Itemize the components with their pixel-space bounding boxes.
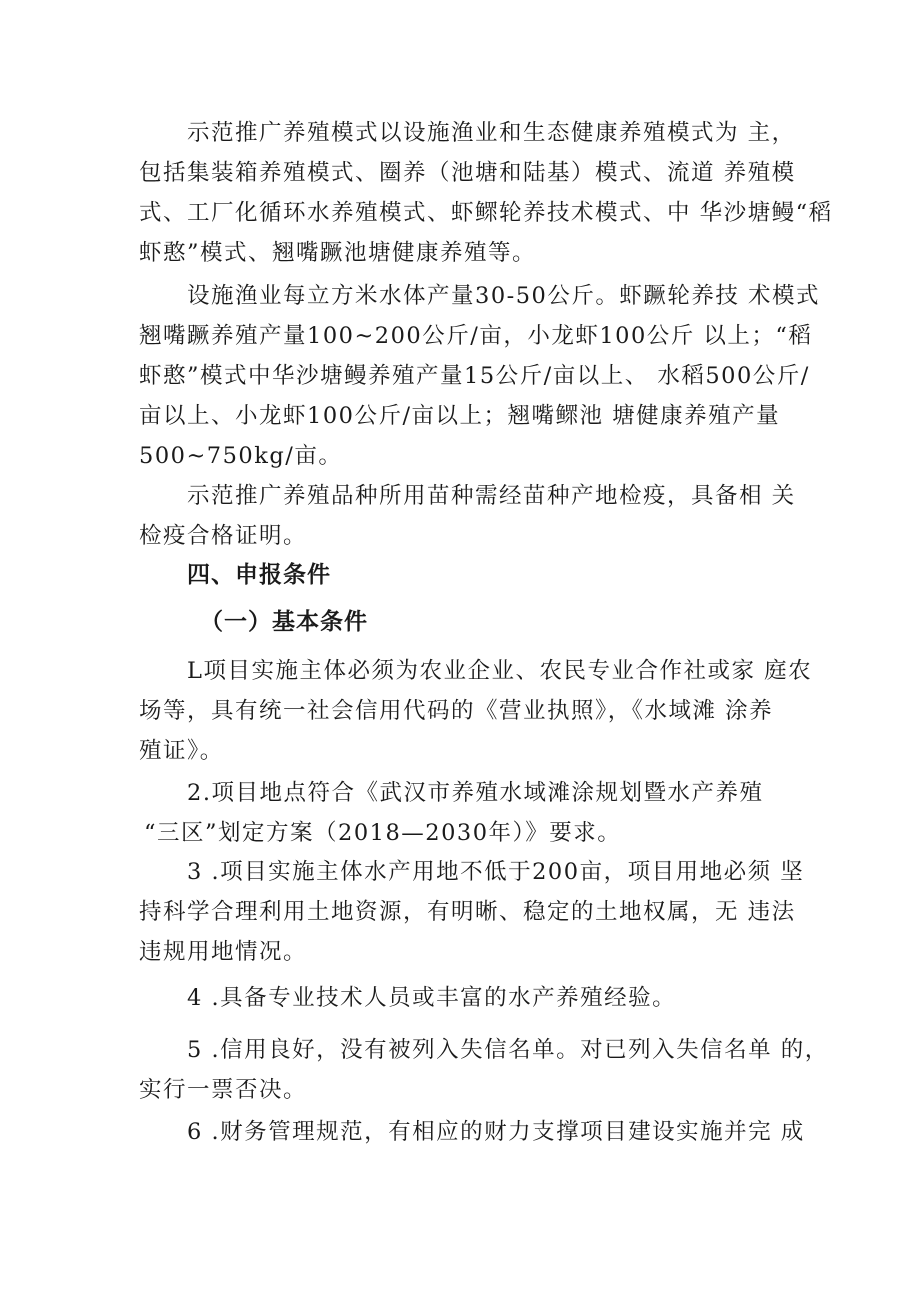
text-line: 检疫合格证明。 [139, 523, 308, 549]
text-line: 3 .项目实施主体水产用地不低于200亩，项目用地必须 坚 [187, 859, 805, 885]
text-line: 亩以上、小龙虾100公斤/亩以上；翘嘴鳏池 塘健康养殖产量 [139, 403, 781, 429]
text-line: 殖证》。 [139, 738, 224, 764]
text-line: 设施渔业每立方米水体产量30-50公斤。虾蹶轮养技 术模式 [187, 283, 821, 309]
text-line: 式、工厂化循环水养殖模式、虾鳏轮养技术模式、中 华沙塘鳗“稻 [139, 200, 833, 226]
text-line: 违规用地情况。 [139, 939, 308, 965]
text-line: 2.项目地点符合《武汉市养殖水域滩涂规划暨水产养殖 [187, 780, 764, 806]
subsection-heading: （一）基本条件 [200, 609, 368, 635]
text-line: L项目实施主体必须为农业企业、农民专业合作社或家 庭农 [187, 658, 813, 684]
text-line: 场等，具有统一社会信用代码的《营业执照》，《水域滩 涂养 [139, 698, 774, 724]
text-line: 500~750kg/亩。 [139, 443, 343, 469]
text-line: 持科学合理利用土地资源，有明晰、稳定的土地权属，无 违法 [139, 899, 796, 925]
text-line: 虾憨”模式中华沙塘鳗养殖产量15公斤/亩以上、 水稻500公斤/ [139, 363, 810, 389]
text-line: 4 .具备专业技术人员或丰富的水产养殖经验。 [187, 985, 677, 1011]
section-heading: 四、申报条件 [187, 562, 331, 588]
text-line: 5 .信用良好，没有被列入失信名单。对已列入失信名单 的， [187, 1037, 829, 1063]
text-line: 包括集装箱养殖模式、圈养（池塘和陆基）模式、流道 养殖模 [139, 160, 796, 186]
text-line: “三区”划定方案（2018—2030年）》要求。 [144, 820, 622, 846]
text-line: 6 .财务管理规范，有相应的财力支撑项目建设实施并完 成 [187, 1119, 805, 1145]
text-line: 示范推广养殖模式以设施渔业和生态健康养殖模式为 主， [187, 120, 796, 146]
text-line: 虾憨”模式、翘嘴蹶池塘健康养殖等。 [139, 240, 537, 266]
text-line: 实行一票否决。 [139, 1077, 308, 1103]
text-line: 翘嘴蹶养殖产量100~200公斤/亩，小龙虾100公斤 以上；“稻 [139, 323, 813, 349]
text-line: 示范推广养殖品种所用苗种需经苗种产地检疫，具备相 关 [187, 483, 796, 509]
